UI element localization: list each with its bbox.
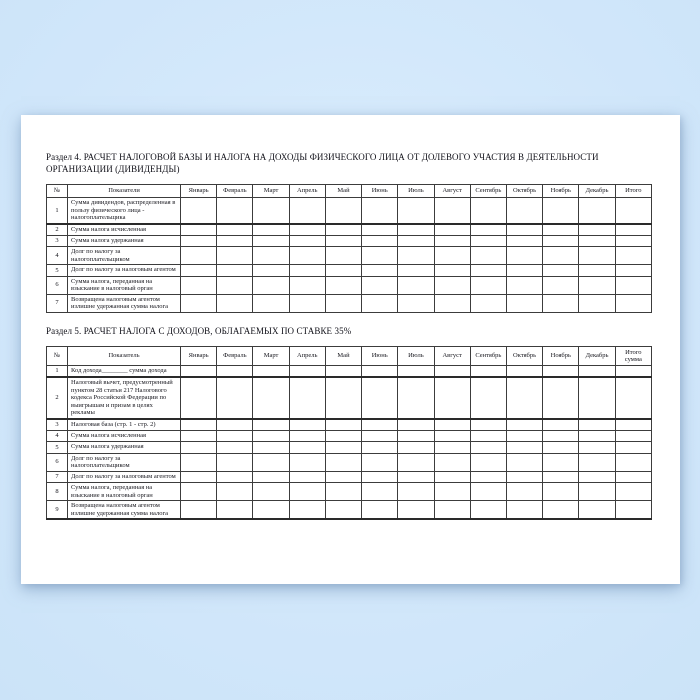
column-header-indicator: Показатели — [68, 185, 181, 198]
data-cell — [289, 198, 325, 224]
data-cell — [398, 483, 434, 501]
data-cell — [289, 247, 325, 265]
data-cell — [615, 483, 651, 501]
row-label: Сумма налога, переданная на взыскание в налоговый орган — [68, 483, 181, 501]
data-cell — [253, 483, 289, 501]
data-cell — [434, 247, 470, 265]
row-label: Долг по налогу за налоговым агентом — [68, 265, 181, 277]
column-header-indicator: Показатель — [68, 347, 181, 366]
data-cell — [543, 453, 579, 471]
data-cell — [579, 471, 615, 483]
row-number: 6 — [47, 276, 68, 294]
data-cell — [253, 235, 289, 247]
data-cell — [470, 419, 506, 431]
row-number: 5 — [47, 265, 68, 277]
data-cell — [579, 294, 615, 312]
data-cell — [470, 442, 506, 454]
data-cell — [289, 276, 325, 294]
document-content — [46, 152, 654, 520]
data-cell — [470, 294, 506, 312]
data-cell — [217, 471, 253, 483]
data-cell — [470, 453, 506, 471]
data-cell — [325, 442, 361, 454]
data-cell — [470, 430, 506, 442]
data-cell — [217, 501, 253, 520]
data-cell — [615, 377, 651, 419]
data-cell — [506, 247, 542, 265]
row-label: Сумма налога, переданная на взыскание в налоговый орган — [68, 276, 181, 294]
data-cell — [615, 366, 651, 378]
data-cell — [217, 224, 253, 236]
data-cell — [579, 442, 615, 454]
row-label: Сумма налога исчисленная — [68, 224, 181, 236]
data-cell — [325, 419, 361, 431]
column-header-month: Сентябрь — [470, 185, 506, 198]
data-cell — [579, 265, 615, 277]
data-cell — [325, 483, 361, 501]
data-cell — [579, 483, 615, 501]
data-cell — [615, 198, 651, 224]
data-cell — [434, 276, 470, 294]
column-header-month: Май — [325, 185, 361, 198]
row-number: 4 — [47, 430, 68, 442]
row-number: 7 — [47, 294, 68, 312]
data-cell — [434, 235, 470, 247]
data-cell — [181, 483, 217, 501]
data-cell — [253, 377, 289, 419]
data-cell — [579, 198, 615, 224]
data-cell — [579, 430, 615, 442]
data-cell — [615, 224, 651, 236]
data-cell — [470, 471, 506, 483]
data-cell — [253, 430, 289, 442]
data-cell — [253, 442, 289, 454]
section4-title: Раздел 4. РАСЧЕТ НАЛОГОВОЙ БАЗЫ И НАЛОГА НА ДОХОДЫ ФИЗИЧЕСКОГО ЛИЦА ОТ ДОЛЕВОГО УЧАСТИЯ В ДЕЯТЕЛЬНОСТИ ОРГАНИЗАЦИИ (ДИВИДЕНДЫ) — [46, 152, 599, 174]
row-number: 1 — [47, 366, 68, 378]
data-cell — [362, 430, 398, 442]
table-header-row — [47, 185, 652, 198]
data-cell — [615, 430, 651, 442]
data-cell — [289, 453, 325, 471]
data-cell — [398, 247, 434, 265]
data-cell — [506, 377, 542, 419]
data-cell — [398, 471, 434, 483]
column-header-month: Февраль — [217, 185, 253, 198]
data-cell — [398, 198, 434, 224]
column-header-month: Октябрь — [506, 185, 542, 198]
data-cell — [289, 483, 325, 501]
data-cell — [362, 483, 398, 501]
row-label: Долг по налогу за налогоплательщиком — [68, 453, 181, 471]
column-header-number: № — [47, 347, 68, 366]
data-cell — [253, 265, 289, 277]
column-header-month: Август — [434, 347, 470, 366]
data-cell — [181, 377, 217, 419]
column-header-month: Ноябрь — [543, 347, 579, 366]
data-cell — [434, 430, 470, 442]
data-cell — [289, 501, 325, 520]
data-cell — [615, 247, 651, 265]
data-cell — [289, 430, 325, 442]
table-row — [47, 366, 652, 378]
data-cell — [543, 276, 579, 294]
data-cell — [253, 419, 289, 431]
data-cell — [470, 276, 506, 294]
data-cell — [506, 366, 542, 378]
column-header-month: Январь — [181, 185, 217, 198]
data-cell — [181, 430, 217, 442]
data-cell — [506, 294, 542, 312]
column-header-month: Март — [253, 347, 289, 366]
table-row — [47, 471, 652, 483]
section5-table — [46, 346, 652, 520]
data-cell — [470, 483, 506, 501]
data-cell — [398, 442, 434, 454]
table-row — [47, 265, 652, 277]
data-cell — [181, 419, 217, 431]
data-cell — [506, 430, 542, 442]
data-cell — [362, 224, 398, 236]
row-label: Сумма налога исчисленная — [68, 430, 181, 442]
data-cell — [217, 235, 253, 247]
data-cell — [253, 247, 289, 265]
data-cell — [434, 198, 470, 224]
column-header-month: Июль — [398, 185, 434, 198]
data-cell — [615, 276, 651, 294]
data-cell — [181, 501, 217, 520]
data-cell — [434, 224, 470, 236]
data-cell — [615, 442, 651, 454]
table-row — [47, 419, 652, 431]
data-cell — [579, 501, 615, 520]
row-number: 4 — [47, 247, 68, 265]
column-header-month: Январь — [181, 347, 217, 366]
data-cell — [362, 294, 398, 312]
data-cell — [543, 247, 579, 265]
column-header-month: Август — [434, 185, 470, 198]
column-header-month: Март — [253, 185, 289, 198]
column-header-month: Сентябрь — [470, 347, 506, 366]
data-cell — [615, 501, 651, 520]
data-cell — [362, 471, 398, 483]
row-label: Сумма налога удержанная — [68, 235, 181, 247]
data-cell — [506, 419, 542, 431]
data-cell — [181, 224, 217, 236]
data-cell — [217, 483, 253, 501]
row-number: 6 — [47, 453, 68, 471]
data-cell — [434, 377, 470, 419]
data-cell — [325, 247, 361, 265]
data-cell — [289, 224, 325, 236]
data-cell — [325, 430, 361, 442]
data-cell — [543, 501, 579, 520]
data-cell — [362, 198, 398, 224]
data-cell — [181, 235, 217, 247]
table-row — [47, 442, 652, 454]
data-cell — [579, 377, 615, 419]
data-cell — [217, 419, 253, 431]
data-cell — [362, 235, 398, 247]
data-cell — [470, 377, 506, 419]
data-cell — [325, 377, 361, 419]
data-cell — [543, 442, 579, 454]
data-cell — [325, 366, 361, 378]
data-cell — [579, 366, 615, 378]
data-cell — [506, 198, 542, 224]
row-number: 2 — [47, 377, 68, 419]
data-cell — [398, 501, 434, 520]
data-cell — [217, 430, 253, 442]
data-cell — [470, 235, 506, 247]
row-label: Долг по налогу за налогоплательщиком — [68, 247, 181, 265]
data-cell — [398, 224, 434, 236]
data-cell — [398, 294, 434, 312]
data-cell — [543, 224, 579, 236]
data-cell — [325, 501, 361, 520]
table-row — [47, 483, 652, 501]
data-cell — [325, 294, 361, 312]
data-cell — [398, 377, 434, 419]
data-cell — [181, 294, 217, 312]
data-cell — [181, 276, 217, 294]
data-cell — [615, 419, 651, 431]
data-cell — [398, 276, 434, 294]
table-row — [47, 247, 652, 265]
data-cell — [325, 198, 361, 224]
data-cell — [181, 453, 217, 471]
data-cell — [470, 247, 506, 265]
data-cell — [217, 453, 253, 471]
data-cell — [217, 247, 253, 265]
data-cell — [470, 366, 506, 378]
data-cell — [398, 366, 434, 378]
data-cell — [217, 442, 253, 454]
data-cell — [579, 235, 615, 247]
data-cell — [362, 377, 398, 419]
data-cell — [470, 265, 506, 277]
section4-table — [46, 184, 652, 313]
data-cell — [289, 471, 325, 483]
data-cell — [470, 501, 506, 520]
data-cell — [217, 265, 253, 277]
data-cell — [398, 453, 434, 471]
row-number: 3 — [47, 419, 68, 431]
row-label: Код дохода________ сумма дохода — [68, 366, 181, 378]
data-cell — [253, 198, 289, 224]
data-cell — [253, 276, 289, 294]
row-number: 9 — [47, 501, 68, 520]
row-number: 3 — [47, 235, 68, 247]
data-cell — [398, 430, 434, 442]
column-header-number: № — [47, 185, 68, 198]
data-cell — [434, 265, 470, 277]
column-header-total: Итого — [615, 185, 651, 198]
data-cell — [289, 377, 325, 419]
data-cell — [434, 501, 470, 520]
data-cell — [579, 247, 615, 265]
data-cell — [325, 224, 361, 236]
row-label: Сумма дивидендов, распределенная в пользу физического лица - налогоплательщика — [68, 198, 181, 224]
data-cell — [181, 442, 217, 454]
column-header-total: Итого сумма — [615, 347, 651, 366]
data-cell — [325, 265, 361, 277]
data-cell — [543, 471, 579, 483]
data-cell — [325, 471, 361, 483]
data-cell — [181, 198, 217, 224]
data-cell — [543, 294, 579, 312]
data-cell — [253, 453, 289, 471]
data-cell — [289, 294, 325, 312]
table-row — [47, 501, 652, 520]
data-cell — [543, 430, 579, 442]
data-cell — [579, 224, 615, 236]
data-cell — [543, 377, 579, 419]
data-cell — [289, 366, 325, 378]
column-header-month: Май — [325, 347, 361, 366]
row-label: Налоговый вычет, предусмотренный пунктом 28 статьи 217 Налогового кодекса Российской Федерации по выигрышам и призам в целях рекламы — [68, 377, 181, 419]
data-cell — [289, 419, 325, 431]
data-cell — [615, 294, 651, 312]
row-label: Возвращена налоговым агентом излишне удержанная сумма налога — [68, 501, 181, 520]
column-header-month: Февраль — [217, 347, 253, 366]
data-cell — [543, 235, 579, 247]
data-cell — [434, 419, 470, 431]
data-cell — [434, 442, 470, 454]
column-header-month: Июль — [398, 347, 434, 366]
data-cell — [253, 366, 289, 378]
data-cell — [362, 247, 398, 265]
data-cell — [579, 419, 615, 431]
row-label: Сумма налога удержанная — [68, 442, 181, 454]
data-cell — [506, 453, 542, 471]
data-cell — [543, 483, 579, 501]
data-cell — [181, 366, 217, 378]
data-cell — [543, 265, 579, 277]
data-cell — [362, 501, 398, 520]
data-cell — [506, 235, 542, 247]
data-cell — [543, 419, 579, 431]
column-header-month: Апрель — [289, 347, 325, 366]
data-cell — [615, 265, 651, 277]
data-cell — [506, 483, 542, 501]
table-row — [47, 224, 652, 236]
data-cell — [434, 366, 470, 378]
data-cell — [181, 247, 217, 265]
data-cell — [398, 419, 434, 431]
table-row — [47, 198, 652, 224]
data-cell — [289, 265, 325, 277]
table-row — [47, 276, 652, 294]
data-cell — [253, 224, 289, 236]
data-cell — [543, 366, 579, 378]
column-header-month: Октябрь — [506, 347, 542, 366]
data-cell — [217, 198, 253, 224]
column-header-month: Декабрь — [579, 185, 615, 198]
data-cell — [615, 453, 651, 471]
data-cell — [615, 471, 651, 483]
data-cell — [289, 235, 325, 247]
data-cell — [579, 276, 615, 294]
data-cell — [325, 235, 361, 247]
data-cell — [434, 471, 470, 483]
data-cell — [253, 294, 289, 312]
data-cell — [506, 471, 542, 483]
column-header-month: Июнь — [362, 185, 398, 198]
table-row — [47, 430, 652, 442]
row-label: Налоговая база (стр. 1 - стр. 2) — [68, 419, 181, 431]
data-cell — [253, 471, 289, 483]
data-cell — [362, 419, 398, 431]
data-cell — [506, 442, 542, 454]
table-header-row — [47, 347, 652, 366]
row-label: Возвращена налоговым агентом излишне удержанная сумма налога — [68, 294, 181, 312]
data-cell — [325, 276, 361, 294]
data-cell — [434, 483, 470, 501]
data-cell — [253, 501, 289, 520]
data-cell — [398, 235, 434, 247]
data-cell — [217, 294, 253, 312]
row-number: 2 — [47, 224, 68, 236]
section-gap — [46, 313, 654, 326]
data-cell — [434, 294, 470, 312]
table-row — [47, 235, 652, 247]
data-cell — [506, 265, 542, 277]
data-cell — [362, 265, 398, 277]
row-number: 7 — [47, 471, 68, 483]
data-cell — [181, 265, 217, 277]
data-cell — [217, 366, 253, 378]
data-cell — [181, 471, 217, 483]
column-header-month: Июнь — [362, 347, 398, 366]
section5-title: Раздел 5. РАСЧЕТ НАЛОГА С ДОХОДОВ, ОБЛАГАЕМЫХ ПО СТАВКЕ 35% — [46, 325, 352, 336]
row-number: 8 — [47, 483, 68, 501]
column-header-month: Декабрь — [579, 347, 615, 366]
data-cell — [325, 453, 361, 471]
data-cell — [362, 453, 398, 471]
table-row — [47, 377, 652, 419]
table-row — [47, 294, 652, 312]
data-cell — [579, 453, 615, 471]
column-header-month: Апрель — [289, 185, 325, 198]
data-cell — [362, 442, 398, 454]
row-number: 1 — [47, 198, 68, 224]
data-cell — [398, 265, 434, 277]
data-cell — [506, 224, 542, 236]
data-cell — [217, 276, 253, 294]
row-label: Долг по налогу за налоговым агентом — [68, 471, 181, 483]
data-cell — [362, 276, 398, 294]
data-cell — [470, 224, 506, 236]
data-cell — [506, 501, 542, 520]
column-header-month: Ноябрь — [543, 185, 579, 198]
data-cell — [470, 198, 506, 224]
row-number: 5 — [47, 442, 68, 454]
data-cell — [362, 366, 398, 378]
data-cell — [217, 377, 253, 419]
document-page — [21, 115, 680, 584]
data-cell — [289, 442, 325, 454]
data-cell — [434, 453, 470, 471]
data-cell — [506, 276, 542, 294]
data-cell — [543, 198, 579, 224]
data-cell — [615, 235, 651, 247]
table-row — [47, 453, 652, 471]
